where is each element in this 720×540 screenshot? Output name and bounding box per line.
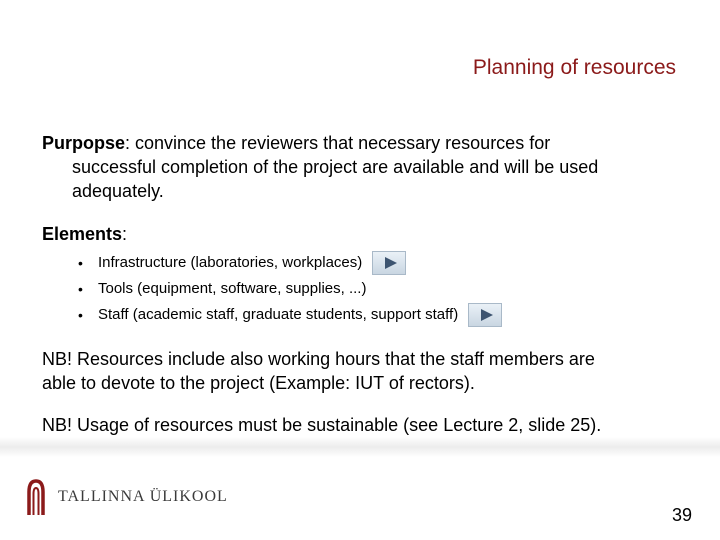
list-item-text: Tools (equipment, software, supplies, ...) <box>98 280 367 297</box>
list-item <box>78 302 678 328</box>
nb1-line-1: NB! Resources include also working hours that the staff members are <box>42 349 595 369</box>
purpose-line-1: : convince the reviewers that necessary resources for <box>125 133 551 153</box>
play-icon[interactable] <box>468 303 502 327</box>
elements-list <box>78 250 678 328</box>
elements-label: Elements <box>42 224 123 244</box>
list-item <box>78 276 678 302</box>
nb1-line-2: able to devote to the project (Example: IUT of rectors). <box>42 373 475 393</box>
purpose-paragraph <box>42 131 682 203</box>
logo-mark-icon <box>26 478 46 516</box>
nb-sustainability-paragraph: NB! Usage of resources must be sustainable (see Lecture 2, slide 25). <box>42 415 602 435</box>
nb-resources-paragraph <box>42 347 682 395</box>
bullet-icon: • <box>78 307 83 323</box>
footer-divider <box>0 437 720 457</box>
bullet-icon: • <box>78 281 83 297</box>
purpose-line-3: adequately. <box>72 181 164 201</box>
elements-heading <box>42 222 127 246</box>
elements-colon: : <box>122 224 128 244</box>
list-item-text: Staff (academic staff, graduate students, support staff) <box>98 306 459 323</box>
logo-text: TALLINNA ÜLIKOOL <box>58 488 228 505</box>
play-icon[interactable] <box>372 251 406 275</box>
slide-title: Planning of resources <box>472 56 676 79</box>
bullet-icon: • <box>78 255 83 271</box>
purpose-label: Purpopse <box>42 133 126 153</box>
university-logo <box>26 478 228 516</box>
list-item <box>78 250 678 276</box>
purpose-line-2: successful completion of the project are available and will be used <box>72 157 599 177</box>
list-item-text: Infrastructure (laboratories, workplaces) <box>98 254 363 271</box>
page-number: 39 <box>671 505 692 525</box>
